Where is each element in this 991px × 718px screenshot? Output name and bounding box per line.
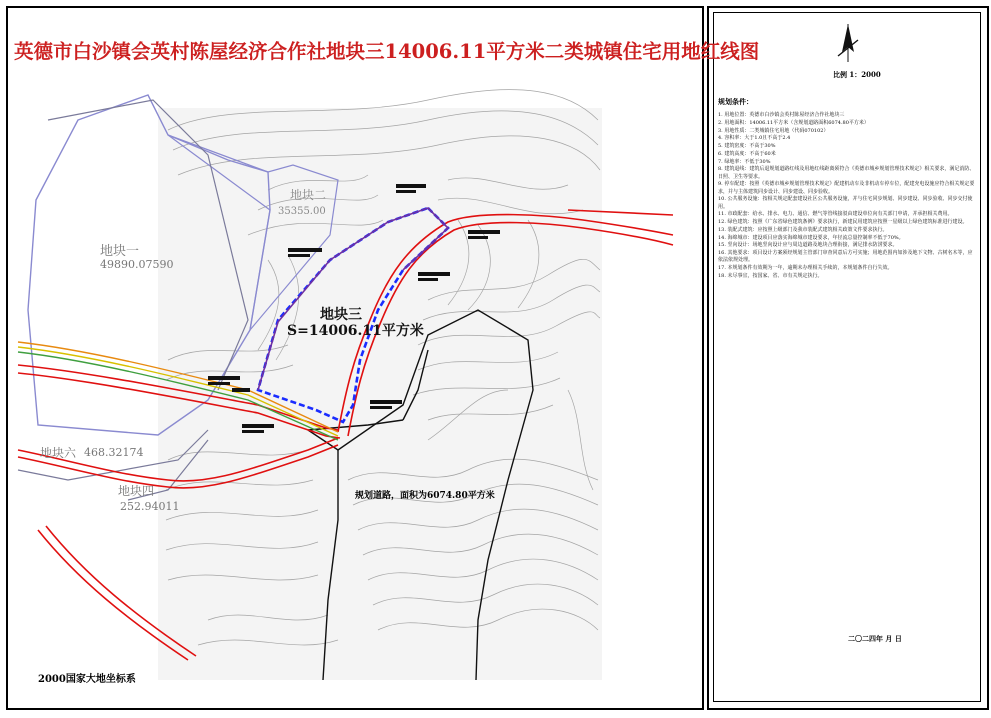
planning-note: 17. 本规划条件有效期为一年，逾期未办理相关手续的，本规划条件自行失效。	[718, 265, 893, 271]
planning-note: 7. 绿地率：不低于30%	[718, 158, 771, 165]
map-canvas	[8, 60, 698, 705]
north-arrow-icon	[836, 22, 860, 64]
planning-note: 10. 公共服务设施：按相关规定配套建设社区公共服务设施，并与住宅同步规划、同步建设、同步验收、同步交付使用。	[718, 196, 973, 210]
parcel-1-name: 地块一	[100, 244, 140, 259]
map-title: 英德市白沙镇会英村陈屋经济合作社地块三14006.11平方米二类城镇住宅用地红线图	[14, 40, 760, 63]
planning-note: 5. 建筑密度：不高于30%	[718, 143, 776, 149]
notes-title: 规划条件：	[718, 97, 753, 106]
planning-note: 14. 海绵城市：建设项目应落实海绵城市建设要求，年径流总量控制率不低于70%。	[718, 234, 904, 241]
planning-note: 13. 装配式建筑：应按照上级部门及我市装配式建筑相关政策文件要求执行。	[718, 226, 888, 233]
planning-note: 16. 其他要求：项目设计方案须经规划主管部门审查同意后方可实施；用地范围内如涉及地下文物、古树名木等，应依法依规处理。	[718, 250, 973, 264]
planning-note: 18. 未尽事宜，按国家、省、市有关规定执行。	[718, 272, 823, 279]
planning-note: 12. 绿色建筑：按照《广东省绿色建筑条例》要求执行，新建民用建筑应按照一星级以上绿色建筑标准进行建设。	[718, 219, 968, 225]
planning-note: 1. 用地位置：英德市白沙镇会英村陈屋经济合作社地块三	[718, 112, 845, 118]
planning-note: 8. 建筑退线：建筑后退规划道路红线及用地红线距离须符合《英德市城乡规划管理技术规定》相关要求，满足消防、日照、卫生等要求。	[718, 166, 975, 180]
planning-note: 6. 建筑高度：不高于60米	[718, 150, 776, 157]
parcel-1-area: 49890.07590	[100, 258, 174, 271]
planning-note: 11. 市政配套：给水、排水、电力、通信、燃气等管线接驳由建设单位向有关部门申请，并承担相关费用。	[718, 211, 953, 218]
parcel-6-name: 地块六	[40, 446, 77, 460]
coordinate-system: 2000国家大地坐标系	[38, 674, 136, 685]
parcel-2-name: 地块二	[290, 188, 327, 202]
parcel-6-area: 468.32174	[84, 446, 144, 459]
parcel-3-area: S=14006.11平方米	[287, 323, 424, 339]
parcel-2-area: 35355.00	[278, 206, 326, 217]
parcel-4-name: 地块四	[118, 484, 155, 498]
parcel-3-name: 地块三	[320, 307, 362, 323]
planning-note: 15. 竖向设计：场地竖向设计应与周边道路及地块合理衔接，满足排水防涝要求。	[718, 242, 898, 249]
planning-note: 3. 用地性质：二类城镇住宅用地（代码070102）	[718, 127, 829, 134]
planning-notes	[718, 112, 976, 281]
map-scale: 比例 1：2000	[833, 70, 881, 79]
road-note: 规划道路，面积为6074.80平方米	[355, 491, 495, 501]
parcel-4-area: 252.94011	[120, 500, 180, 513]
sign-date: 二〇二四年 月 日	[848, 634, 902, 643]
planning-note: 9. 停车配建：按照《英德市城乡规划管理技术规定》配建机动车及非机动车停车位，配建充电设施应符合相关规定要求，并与主体建筑同步设计、同步建设、同步验收。	[718, 181, 975, 195]
planning-note: 2. 用地面积：14006.11平方米（含规划道路面积6074.80平方米）	[718, 119, 869, 126]
planning-note: 4. 容积率：大于1.0且不高于2.4	[718, 135, 791, 142]
